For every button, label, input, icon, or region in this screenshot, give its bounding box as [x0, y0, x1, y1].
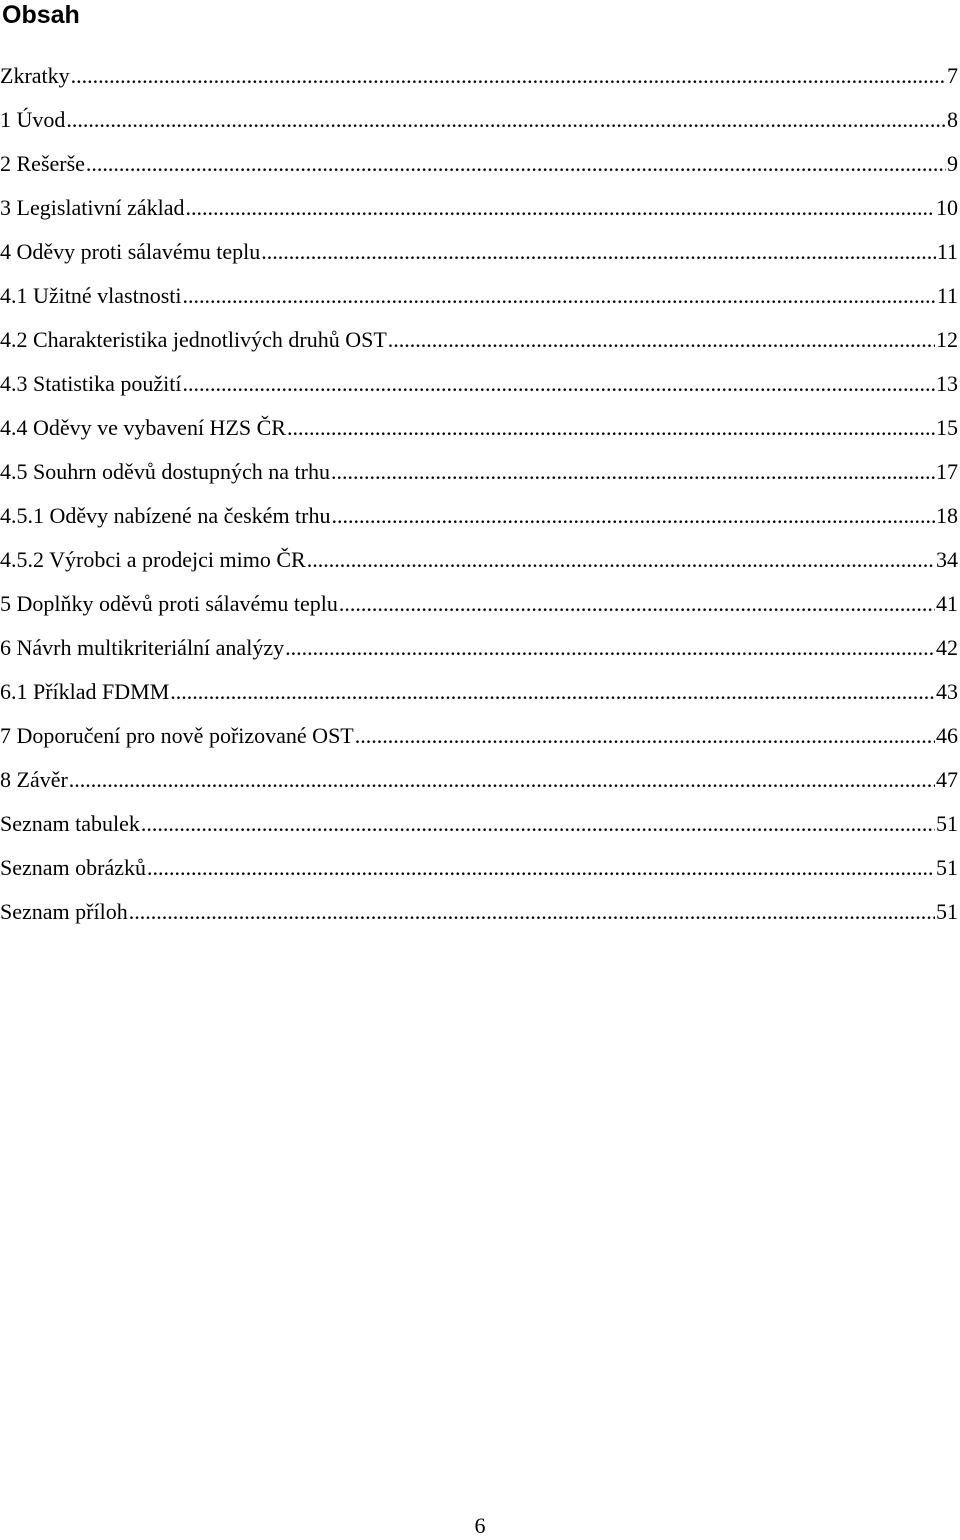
- toc-entry-page: 7: [947, 63, 958, 88]
- toc-entry-page: 10: [936, 195, 958, 220]
- toc-dot-leader: [339, 586, 935, 622]
- page-number: 6: [474, 1513, 486, 1538]
- toc-dot-leader: [355, 718, 935, 754]
- toc-list: [0, 58, 960, 938]
- toc-entry[interactable]: [0, 542, 960, 586]
- toc-dot-leader: [287, 410, 935, 446]
- toc-entry-page: 46: [936, 723, 958, 748]
- toc-entry-label: 4.5.2 Výrobci a prodejci mimo ČR: [0, 547, 306, 572]
- toc-entry-page: 43: [936, 679, 958, 704]
- toc-entry-page: 13: [936, 371, 958, 396]
- page-title: Obsah: [2, 1, 80, 29]
- toc-entry-page: 42: [936, 635, 958, 660]
- toc-entry-label: 4.2 Charakteristika jednotlivých druhů OST: [0, 327, 387, 352]
- toc-entry[interactable]: [0, 586, 960, 630]
- toc-dot-leader: [388, 322, 935, 358]
- toc-entry-label: 1 Úvod: [0, 107, 66, 132]
- toc-entry[interactable]: [0, 718, 960, 762]
- toc-entry-page: 41: [936, 591, 958, 616]
- toc-entry[interactable]: [0, 806, 960, 850]
- toc-dot-leader: [186, 190, 936, 226]
- toc-entry[interactable]: [0, 278, 960, 322]
- toc-entry-page: 51: [936, 811, 958, 836]
- toc-entry-page: 11: [936, 283, 958, 308]
- toc-entry-page: 47: [936, 767, 958, 792]
- toc-entry-label: 5 Doplňky oděvů proti sálavému teplu: [0, 591, 338, 616]
- toc-entry[interactable]: [0, 454, 960, 498]
- toc-dot-leader: [69, 762, 935, 798]
- toc-entry-page: 34: [936, 547, 958, 572]
- toc-dot-leader: [71, 58, 946, 94]
- toc-entry-label: Zkratky: [0, 63, 70, 88]
- toc-entry[interactable]: [0, 762, 960, 806]
- toc-entry-page: 51: [936, 899, 958, 924]
- toc-dot-leader: [170, 674, 935, 710]
- toc-entry-label: 2 Rešerše: [0, 151, 85, 176]
- toc-dot-leader: [141, 806, 935, 842]
- toc-entry-label: 4.3 Statistika použití: [0, 371, 182, 396]
- toc-entry-page: 12: [936, 327, 958, 352]
- toc-entry-label: 4.5.1 Oděvy nabízené na českém trhu: [0, 503, 331, 528]
- toc-entry[interactable]: [0, 410, 960, 454]
- toc-dot-leader: [331, 454, 935, 490]
- toc-dot-leader: [129, 894, 935, 930]
- toc-entry-page: 18: [936, 503, 958, 528]
- toc-entry-page: 8: [947, 107, 958, 132]
- toc-entry-page: 17: [936, 459, 958, 484]
- toc-entry[interactable]: [0, 322, 960, 366]
- toc-entry-label: 4.4 Oděvy ve vybavení HZS ČR: [0, 415, 286, 440]
- toc-entry-page: 9: [947, 151, 958, 176]
- toc-entry-label: 4.1 Užitné vlastnosti: [0, 283, 182, 308]
- toc-entry-label: 3 Legislativní základ: [0, 195, 185, 220]
- toc-entry[interactable]: [0, 850, 960, 894]
- toc-dot-leader: [183, 366, 936, 402]
- toc-entry[interactable]: [0, 630, 960, 674]
- toc-entry-label: 8 Závěr: [0, 767, 68, 792]
- toc-entry[interactable]: [0, 102, 960, 146]
- toc-entry-label: Seznam obrázků: [0, 855, 146, 880]
- toc-dot-leader: [261, 234, 936, 270]
- toc-dot-leader: [66, 102, 946, 138]
- toc-entry[interactable]: [0, 498, 960, 542]
- toc-entry-label: 6 Návrh multikriteriální analýzy: [0, 635, 285, 660]
- toc-entry-label: 4 Oděvy proti sálavému teplu: [0, 239, 261, 264]
- toc-entry-page: 51: [936, 855, 958, 880]
- toc-dot-leader: [147, 850, 935, 886]
- toc-entry[interactable]: [0, 234, 960, 278]
- toc-entry-page: 15: [936, 415, 958, 440]
- toc-entry[interactable]: [0, 674, 960, 718]
- toc-entry[interactable]: [0, 146, 960, 190]
- toc-entry-label: 4.5 Souhrn oděvů dostupných na trhu: [0, 459, 330, 484]
- toc-entry[interactable]: [0, 894, 960, 938]
- toc-entry-label: Seznam příloh: [0, 899, 128, 924]
- toc-entry[interactable]: [0, 366, 960, 410]
- toc-dot-leader: [332, 498, 936, 534]
- toc-entry-label: 6.1 Příklad FDMM: [0, 679, 170, 704]
- toc-dot-leader: [307, 542, 935, 578]
- toc-entry[interactable]: [0, 58, 960, 102]
- toc-dot-leader: [285, 630, 935, 666]
- toc-entry[interactable]: [0, 190, 960, 234]
- toc-entry-label: Seznam tabulek: [0, 811, 140, 836]
- toc-entry-page: 11: [936, 239, 958, 264]
- toc-entry-label: 7 Doporučení pro nově pořizované OST: [0, 723, 354, 748]
- toc-dot-leader: [86, 146, 946, 182]
- toc-dot-leader: [182, 278, 935, 314]
